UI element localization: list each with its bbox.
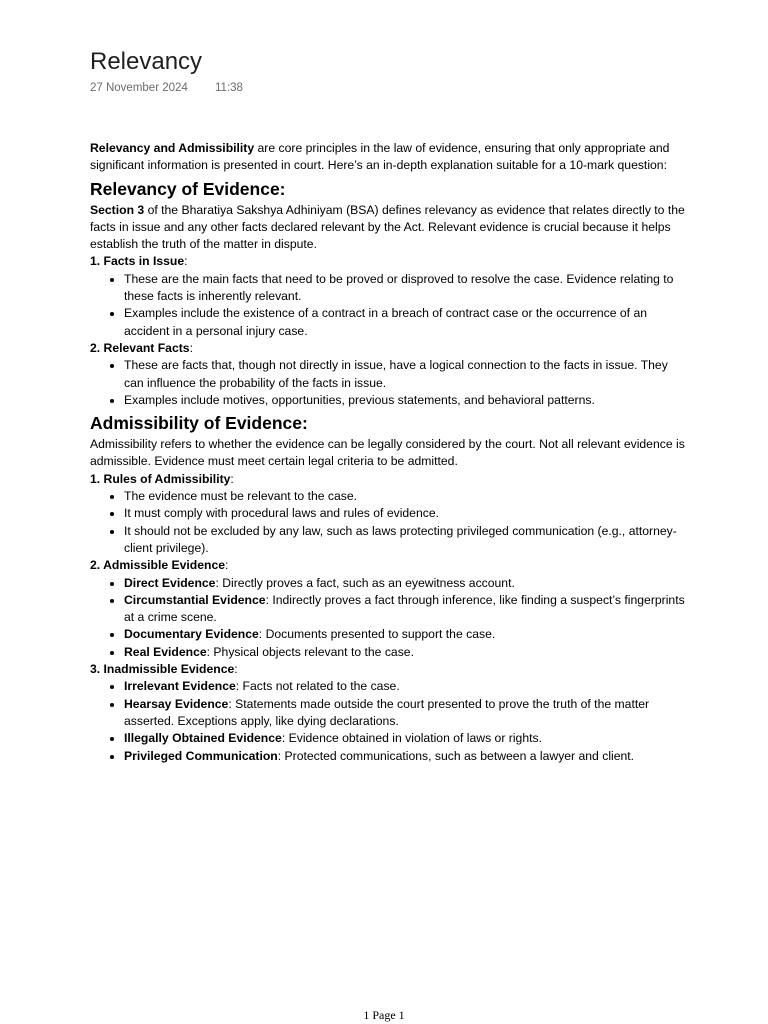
intro-text: are core principles in the law of evidence, ensuring that only appropriate and significant information is presented in court. Here’s an in-depth explanation suitable for a 10-mark question: [90,141,670,173]
colon: : [234,662,238,677]
list-item: • Examples include motives, opportunities, previous statements, and behavioral patterns. [124,392,690,409]
relevancy-bold: Section 3 [90,202,145,217]
facts-in-issue-list [90,271,690,340]
relevancy-heading: Relevancy of Evidence: [90,178,286,199]
relevant-facts-label: 2. Relevant Facts [90,340,190,355]
list-item [124,644,690,661]
list-item [124,575,690,592]
list-item: • These are facts that, though not directly in issue, have a logical connection to the facts in issue. They can influence the probability of the facts in issue. [124,357,690,392]
colon: : [184,254,188,269]
colon: : [230,471,234,486]
list-item [124,592,690,627]
list-item: • It should not be excluded by any law, such as laws protecting privileged communication (e.g., attorney-client privilege). [124,523,690,558]
term: Direct Evidence [124,575,216,590]
term: Real Evidence [124,644,207,659]
list-item [124,730,690,747]
inadmissible-title [90,661,690,678]
list-item: • The evidence must be relevant to the case. [124,488,690,505]
term: Illegally Obtained Evidence [124,731,282,746]
page-time: 11:38 [215,82,243,94]
colon: : [225,558,229,573]
page-date: 27 November 2024 [90,82,188,94]
colon: : [189,340,193,355]
desc: : Directly proves a fact, such as an eyewitness account. [215,575,515,590]
note-content [90,140,690,765]
rules-list [90,488,690,557]
list-item: • It must comply with procedural laws and rules of evidence. [124,505,690,522]
list-item [124,696,690,731]
admissibility-heading: Admissibility of Evidence: [90,413,308,434]
intro-paragraph [90,140,690,175]
rules-label: 1. Rules of Admissibility [90,471,231,486]
page-footer: 1 Page 1 [363,1008,405,1022]
admissible-title [90,557,690,574]
relevancy-text: of the Bharatiya Sakshya Adhiniyam (BSA) defines relevancy as evidence that relates directly to the facts in issue and any other facts declared relevant by the Act. Relevant evidence is crucial because it helps establish the truth of the matter in dispute. [90,202,685,252]
admissible-label: 2. Admissible Evidence [90,558,226,573]
desc: : Facts not related to the case. [235,679,400,694]
list-item [124,748,690,765]
list-item [124,678,690,695]
desc: : Documents presented to support the case. [258,627,496,642]
term: Irrelevant Evidence [124,679,236,694]
page-title: Relevancy [90,48,203,75]
term: Hearsay Evidence [124,696,229,711]
desc: : Statements made outside the court presented to prove the truth of the matter asserted. Exceptions apply, like dying declarations. [124,696,650,728]
page-meta [90,82,243,94]
inadmissible-label: 3. Inadmissible Evidence [90,662,235,677]
list-item: • Examples include the existence of a contract in a breach of contract case or the occurrence of an accident in a personal injury case. [124,305,690,340]
relevancy-paragraph [90,202,690,254]
term: Documentary Evidence [124,627,259,642]
relevant-facts-title [90,340,690,357]
inadmissible-list [90,678,690,764]
intro-bold: Relevancy and Admissibility [90,141,255,155]
list-item: • These are the main facts that need to be proved or disproved to resolve the case. Evidence relating to these facts is inherently relevant. [124,271,690,306]
admissible-list [90,575,690,661]
rules-title [90,471,690,488]
term: Circumstantial Evidence [124,592,266,607]
term: Privileged Communication [124,748,278,763]
desc: : Protected communications, such as between a lawyer and client. [277,748,635,763]
desc: : Evidence obtained in violation of laws or rights. [281,731,542,746]
desc: : Physical objects relevant to the case. [206,644,414,659]
admissibility-paragraph: Admissibility refers to whether the evidence can be legally considered by the court. Not all relevant evidence is admissible. Evidence must meet certain legal criteria to be admitted. [90,437,685,469]
facts-in-issue-title [90,253,690,270]
relevant-facts-list [90,357,690,409]
facts-in-issue-label: 1. Facts in Issue [90,254,185,269]
list-item [124,626,690,643]
desc: : Indirectly proves a fact through inference, like finding a suspect’s fingerprints at a crime scene. [124,592,685,625]
